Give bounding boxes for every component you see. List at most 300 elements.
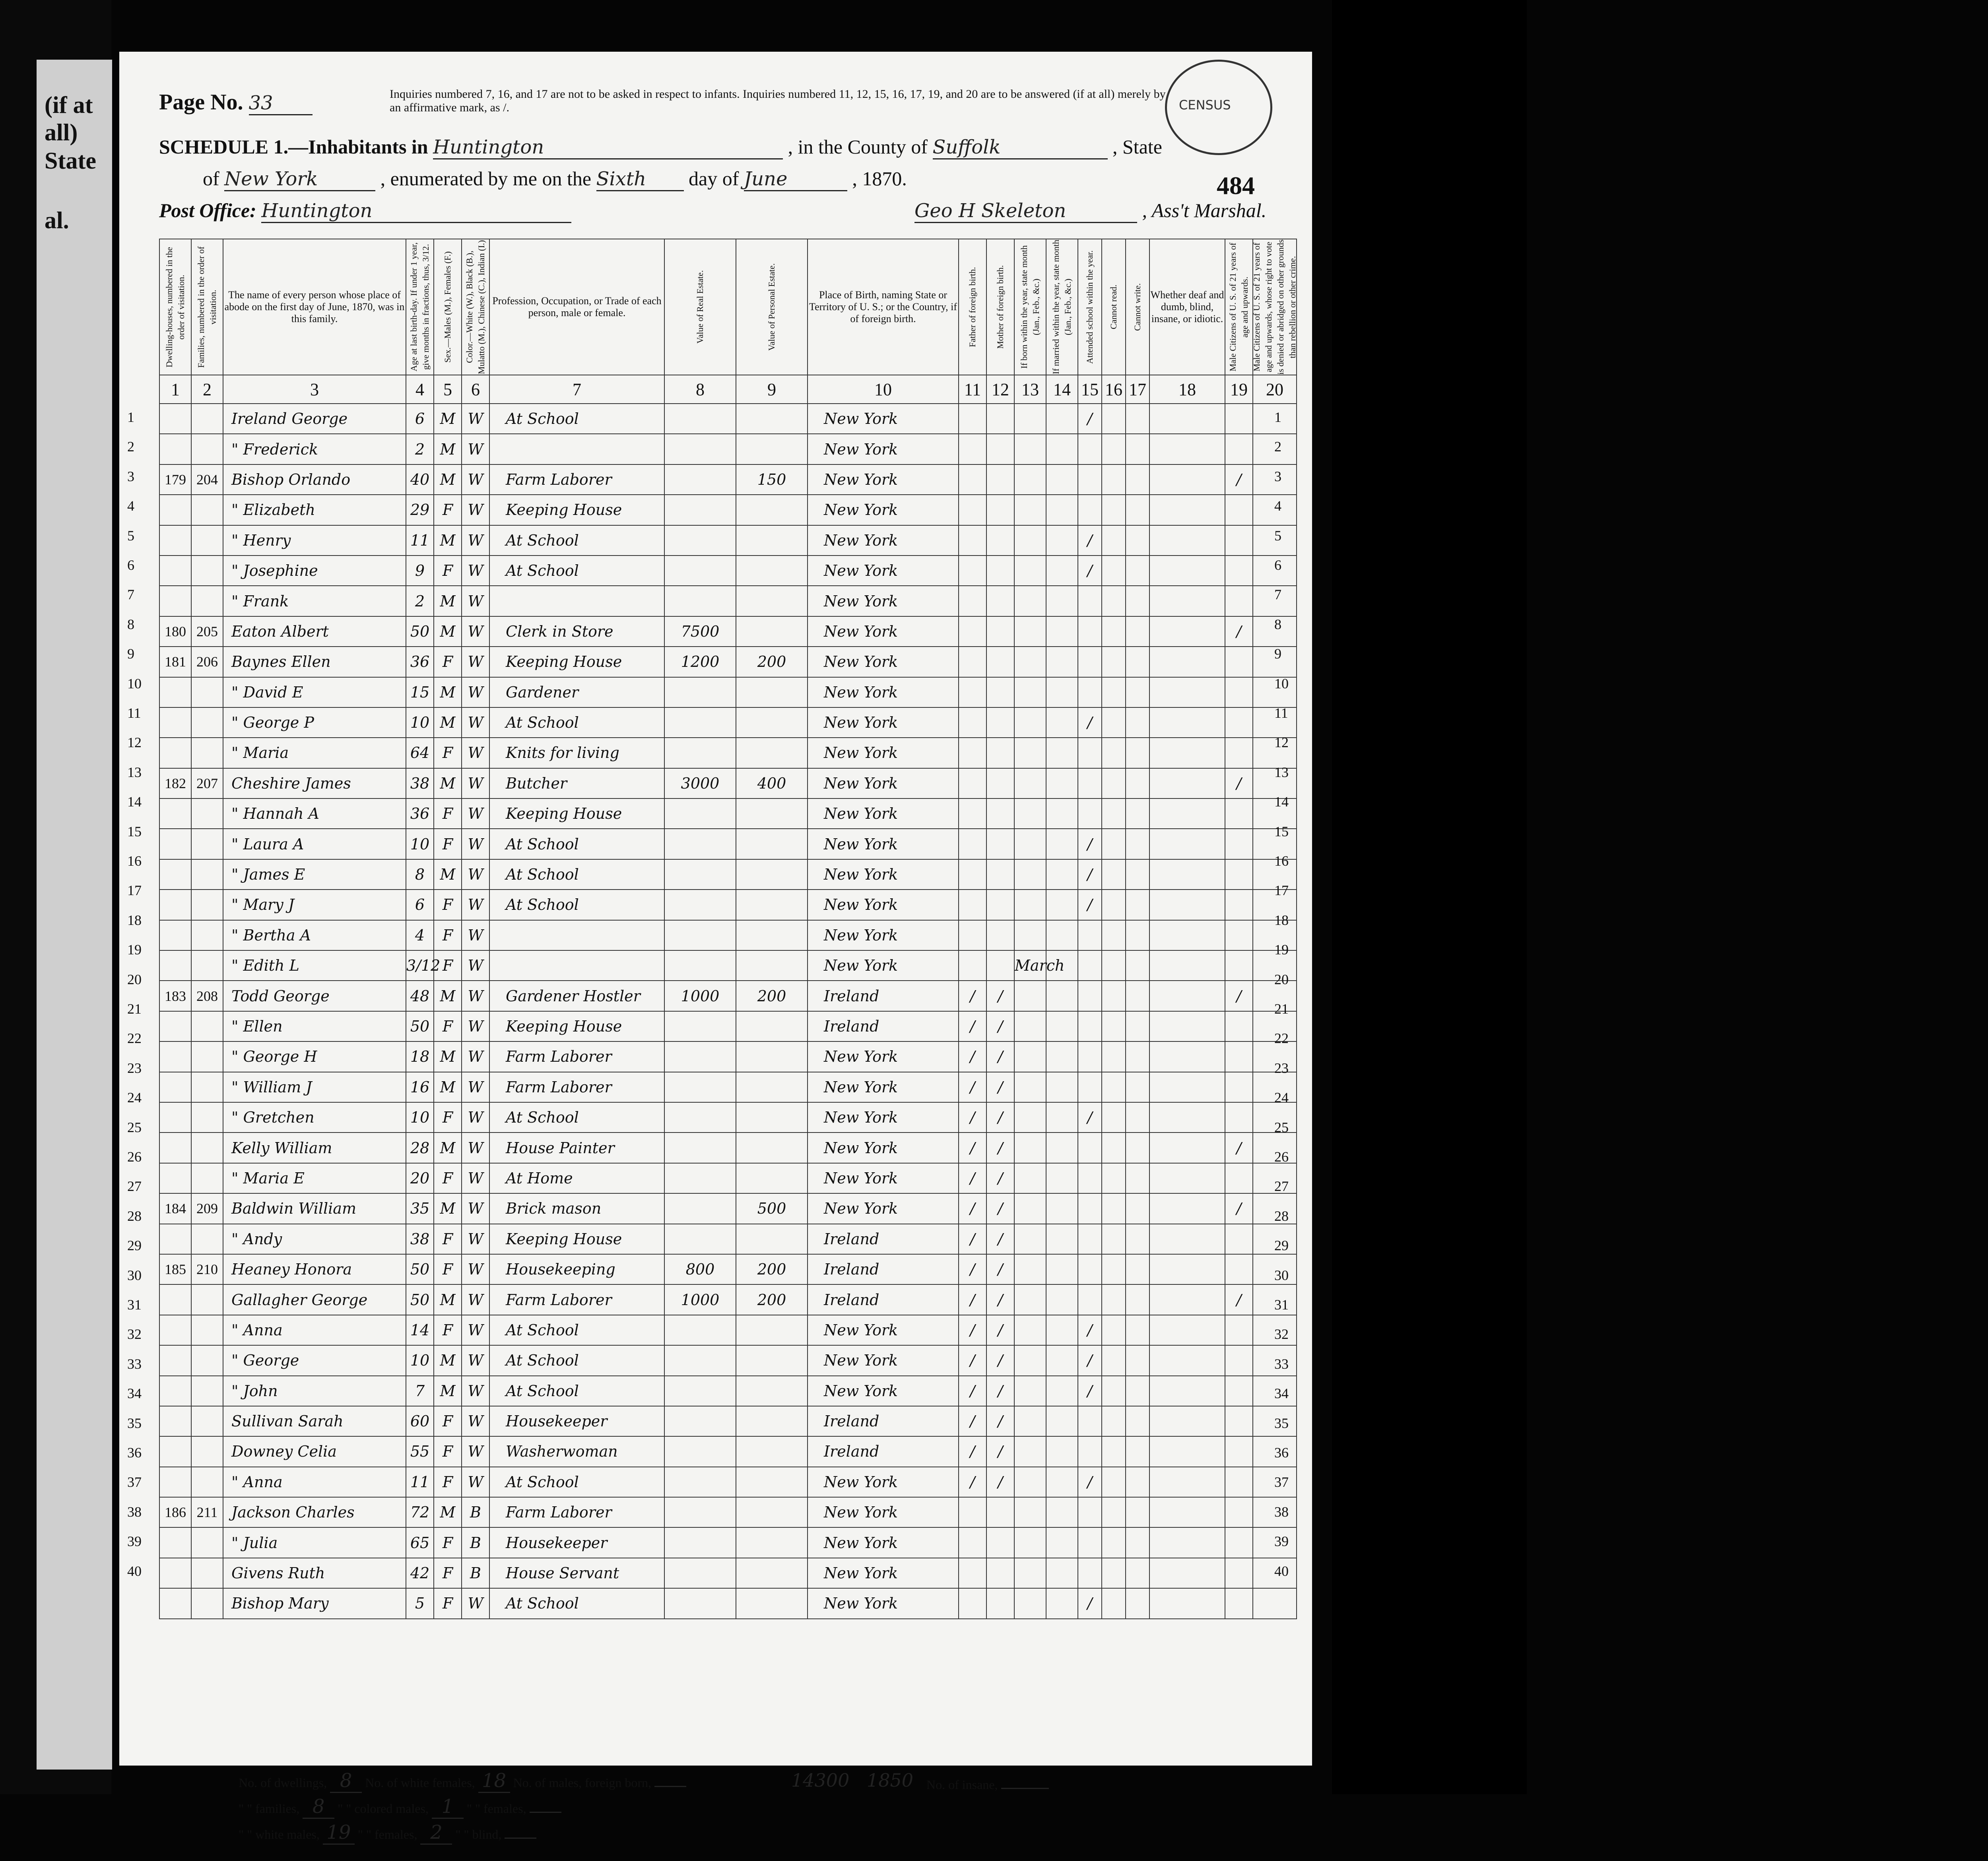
cell-color: W [462, 464, 489, 495]
cell-occupation: At School [489, 707, 664, 738]
cell-school: / [1078, 859, 1102, 890]
cell-name: Bishop Orlando [223, 464, 406, 495]
cell-empty [1149, 1406, 1225, 1436]
table-row [159, 464, 1297, 495]
cell-married-month [1046, 1163, 1078, 1193]
cell-empty [1149, 556, 1225, 586]
cell-name: " Mary J [223, 890, 406, 920]
cell-m-foreign: / [986, 1467, 1014, 1497]
line-number: 18 [127, 912, 142, 928]
cell-f-foreign: / [959, 1406, 986, 1436]
cell-school [1078, 1193, 1102, 1224]
cell-occupation: At School [489, 829, 664, 859]
column-number-15: 15 [1078, 375, 1102, 404]
cell-name: Baldwin William [223, 1193, 406, 1224]
cell-m-foreign: / [986, 1345, 1014, 1375]
line-number: 4 [1274, 498, 1281, 514]
cell-personal [736, 1558, 808, 1588]
cell-m-foreign: / [986, 1224, 1014, 1254]
line-number: 14 [1274, 794, 1289, 810]
cell-empty [1126, 738, 1149, 768]
cell-c19 [1225, 1345, 1253, 1375]
cell-born-month [1014, 616, 1046, 647]
cell-real [664, 1163, 736, 1193]
cell-personal [736, 1102, 808, 1133]
cell-real [664, 738, 736, 768]
cell-empty [1126, 1558, 1149, 1588]
cell-real: 3000 [664, 768, 736, 798]
cell-occupation: Keeping House [489, 798, 664, 829]
column-header-18: Whether deaf and dumb, blind, insane, or idiotic. [1149, 239, 1225, 375]
cell-dwelling [159, 1376, 191, 1406]
cell-dwelling [159, 859, 191, 890]
cell-age: 10 [406, 707, 434, 738]
cell-sex: M [434, 768, 462, 798]
cell-age: 64 [406, 738, 434, 768]
column-number-16: 16 [1102, 375, 1126, 404]
cell-empty [1149, 1041, 1225, 1072]
cell-empty [1149, 890, 1225, 920]
cell-empty [1149, 829, 1225, 859]
cell-f-foreign [959, 1558, 986, 1588]
cell-real [664, 1193, 736, 1224]
cell-married-month [1046, 1345, 1078, 1375]
colored-males-label: " " colored males, [338, 1801, 429, 1816]
cell-m-foreign [986, 798, 1014, 829]
cell-empty [1126, 586, 1149, 616]
cell-empty [1102, 1072, 1126, 1102]
cell-sex: M [434, 1193, 462, 1224]
line-number: 22 [1274, 1030, 1289, 1047]
cell-birthplace: New York [808, 556, 959, 586]
cell-empty [1102, 1163, 1126, 1193]
cell-m-foreign: / [986, 1315, 1014, 1345]
cell-born-month [1014, 738, 1046, 768]
cell-personal [736, 1163, 808, 1193]
cell-sex: F [434, 1436, 462, 1467]
cell-color: W [462, 434, 489, 464]
cell-real [664, 1102, 736, 1133]
line-number: 31 [1274, 1297, 1289, 1313]
cell-real [664, 434, 736, 464]
cell-born-month [1014, 647, 1046, 677]
line-number: 39 [1274, 1533, 1289, 1550]
cell-occupation: Farm Laborer [489, 1497, 664, 1527]
line-number: 12 [127, 734, 142, 751]
county-value: Suffolk [933, 136, 1108, 159]
cell-empty [1126, 1345, 1149, 1375]
cell-empty [1149, 1072, 1225, 1102]
cell-school: / [1078, 1102, 1102, 1133]
cell-m-foreign: / [986, 981, 1014, 1011]
cell-f-foreign: / [959, 1254, 986, 1284]
cell-birthplace: New York [808, 647, 959, 677]
cell-birthplace: New York [808, 1133, 959, 1163]
cell-family [191, 1467, 223, 1497]
cell-school [1078, 434, 1102, 464]
table-row [159, 1193, 1297, 1224]
column-header-14: If married within the year, state month (Jan., Feb., &c.) [1046, 239, 1078, 375]
table-row [159, 1102, 1297, 1133]
cell-born-month [1014, 1406, 1046, 1436]
cell-f-foreign [959, 586, 986, 616]
cell-occupation: Keeping House [489, 495, 664, 525]
cell-personal: 200 [736, 647, 808, 677]
cell-school [1078, 768, 1102, 798]
cell-dwelling [159, 798, 191, 829]
cell-sex: F [434, 495, 462, 525]
column-header-9: Value of Personal Estate. [736, 239, 808, 375]
cell-c19 [1225, 495, 1253, 525]
cell-born-month [1014, 1315, 1046, 1345]
cell-f-foreign [959, 647, 986, 677]
column-number-13: 13 [1014, 375, 1046, 404]
cell-real [664, 1467, 736, 1497]
line-number: 34 [1274, 1385, 1289, 1402]
cell-f-foreign: / [959, 1193, 986, 1224]
cell-occupation: Housekeeper [489, 1406, 664, 1436]
line-number: 38 [1274, 1504, 1289, 1520]
cell-occupation: At School [489, 556, 664, 586]
cell-c19 [1225, 829, 1253, 859]
table-row [159, 677, 1297, 707]
line-number: 7 [127, 587, 134, 603]
column-header-6: Color.—White (W.), Black (B.), Mulatto (M.), Chinese (C.), Indian (I.) [462, 239, 489, 375]
cell-sex: M [434, 434, 462, 464]
cell-personal [736, 1376, 808, 1406]
cell-born-month [1014, 1011, 1046, 1041]
cell-school [1078, 616, 1102, 647]
cell-f-foreign: / [959, 1315, 986, 1345]
cell-family [191, 1284, 223, 1315]
cell-personal [736, 829, 808, 859]
cell-m-foreign [986, 434, 1014, 464]
line-number: 27 [127, 1178, 142, 1195]
cell-dwelling [159, 1558, 191, 1588]
cell-empty [1149, 1224, 1225, 1254]
cell-color: W [462, 677, 489, 707]
cell-married-month [1046, 495, 1078, 525]
line-number: 21 [1274, 1001, 1289, 1017]
cell-dwelling [159, 1041, 191, 1072]
line-number: 32 [1274, 1326, 1289, 1342]
cell-empty [1126, 1588, 1149, 1618]
cell-c19 [1225, 586, 1253, 616]
census-table [159, 239, 1297, 1619]
cell-birthplace: New York [808, 464, 959, 495]
line-number: 6 [127, 557, 134, 573]
cell-name: " Maria [223, 738, 406, 768]
cell-c19 [1225, 1224, 1253, 1254]
cell-name: " William J [223, 1072, 406, 1102]
cell-empty [1149, 738, 1225, 768]
cell-real [664, 1527, 736, 1558]
cell-age: 42 [406, 1558, 434, 1588]
cell-name: " Josephine [223, 556, 406, 586]
day-of-label: day of [689, 167, 739, 190]
cell-sex: M [434, 1284, 462, 1315]
cell-color: W [462, 616, 489, 647]
column-number-19: 19 [1225, 375, 1253, 404]
cell-name: " James E [223, 859, 406, 890]
cell-empty [1102, 495, 1126, 525]
cell-empty [1126, 950, 1149, 981]
column-number-5: 5 [434, 375, 462, 404]
cell-family [191, 1102, 223, 1133]
table-row [159, 434, 1297, 464]
cell-f-foreign [959, 950, 986, 981]
line-number: 9 [127, 646, 134, 662]
cell-personal [736, 404, 808, 434]
cell-c19 [1225, 677, 1253, 707]
cell-real [664, 1376, 736, 1406]
cell-personal [736, 859, 808, 890]
cell-born-month [1014, 859, 1046, 890]
line-number: 31 [127, 1297, 142, 1313]
table-row [159, 829, 1297, 859]
cell-empty [1102, 1133, 1126, 1163]
families-value: 8 [303, 1795, 334, 1819]
cell-f-foreign: / [959, 1011, 986, 1041]
column-number-7: 7 [489, 375, 664, 404]
cell-f-foreign: / [959, 1102, 986, 1133]
cell-name: Kelly William [223, 1133, 406, 1163]
column-header-8: Value of Real Estate. [664, 239, 736, 375]
cell-birthplace: Ireland [808, 1011, 959, 1041]
cell-f-foreign: / [959, 1163, 986, 1193]
cell-empty [1102, 1588, 1126, 1618]
cell-birthplace: New York [808, 768, 959, 798]
cell-born-month [1014, 1163, 1046, 1193]
cell-married-month [1046, 798, 1078, 829]
cell-school [1078, 1072, 1102, 1102]
cell-sex: M [434, 677, 462, 707]
cell-family: 208 [191, 981, 223, 1011]
cell-m-foreign [986, 707, 1014, 738]
cell-age: 20 [406, 1163, 434, 1193]
cell-empty [1102, 768, 1126, 798]
cell-dwelling: 186 [159, 1497, 191, 1527]
cell-f-foreign: / [959, 1376, 986, 1406]
line-number: 6 [1274, 557, 1281, 573]
white-females-value: 18 [478, 1770, 510, 1793]
cell-age: 18 [406, 1041, 434, 1072]
cell-birthplace: New York [808, 1497, 959, 1527]
cell-color: W [462, 950, 489, 981]
cell-married-month [1046, 1406, 1078, 1436]
column-header-20: Male Citizens of U. S. of 21 years of age and upwards, whose right to vote is denied or abridged on other grounds than rebellion or other crime. [1252, 239, 1297, 375]
cell-color: W [462, 981, 489, 1011]
cell-dwelling [159, 1133, 191, 1163]
line-number: 15 [127, 823, 142, 839]
column-number-8: 8 [664, 375, 736, 404]
total-real-estate: 14300 [791, 1770, 850, 1791]
cell-occupation: Housekeeping [489, 1254, 664, 1284]
line-number: 14 [127, 794, 142, 810]
table-row [159, 1041, 1297, 1072]
cell-c19 [1225, 1315, 1253, 1345]
column-header-12: Mother of foreign birth. [986, 239, 1014, 375]
cell-empty [1102, 404, 1126, 434]
line-number: 40 [127, 1563, 142, 1579]
cell-empty [1126, 1254, 1149, 1284]
cell-empty [1149, 616, 1225, 647]
cell-m-foreign [986, 1527, 1014, 1558]
cell-empty [1126, 1467, 1149, 1497]
cell-empty [1149, 495, 1225, 525]
cell-family [191, 798, 223, 829]
state-value: New York [224, 168, 375, 191]
cell-dwelling [159, 890, 191, 920]
cell-m-foreign: / [986, 1133, 1014, 1163]
table-row [159, 1527, 1297, 1558]
cell-birthplace: New York [808, 1315, 959, 1345]
cell-empty [1149, 707, 1225, 738]
cell-real [664, 1315, 736, 1345]
cell-empty [1149, 950, 1225, 981]
cell-color: W [462, 707, 489, 738]
cell-real [664, 1558, 736, 1588]
cell-family [191, 1163, 223, 1193]
cell-born-month [1014, 1284, 1046, 1315]
cell-f-foreign [959, 1527, 986, 1558]
cell-occupation: Farm Laborer [489, 464, 664, 495]
cell-school [1078, 950, 1102, 981]
cell-family [191, 525, 223, 556]
cell-birthplace: New York [808, 890, 959, 920]
column-header-17: Cannot write. [1126, 239, 1149, 375]
enumeration-line [203, 167, 907, 191]
line-number: 36 [1274, 1445, 1289, 1461]
cell-empty [1126, 829, 1149, 859]
cell-f-foreign [959, 920, 986, 950]
cell-m-foreign [986, 738, 1014, 768]
cell-m-foreign [986, 1558, 1014, 1588]
cell-family [191, 707, 223, 738]
cell-f-foreign [959, 890, 986, 920]
cell-empty [1126, 768, 1149, 798]
prev-page-fragment: State [45, 148, 96, 174]
cell-empty [1102, 1011, 1126, 1041]
cell-married-month [1046, 1436, 1078, 1467]
summary-line-1 [239, 1770, 686, 1793]
cell-personal: 500 [736, 1193, 808, 1224]
cell-name: " Gretchen [223, 1102, 406, 1133]
cell-married-month [1046, 1133, 1078, 1163]
cell-color: W [462, 1011, 489, 1041]
line-number: 15 [1274, 823, 1289, 839]
table-row [159, 1467, 1297, 1497]
cell-empty [1102, 950, 1126, 981]
cell-real [664, 404, 736, 434]
cell-empty [1149, 1497, 1225, 1527]
cell-school: / [1078, 707, 1102, 738]
cell-occupation: At School [489, 890, 664, 920]
cell-married-month [1046, 1284, 1078, 1315]
cell-empty [1102, 434, 1126, 464]
line-number: 24 [1274, 1090, 1289, 1106]
line-number: 20 [1274, 971, 1289, 987]
cell-empty [1102, 1315, 1126, 1345]
cell-empty [1102, 1224, 1126, 1254]
cell-married-month [1046, 1467, 1078, 1497]
cell-married-month [1046, 738, 1078, 768]
cell-age: 50 [406, 616, 434, 647]
cell-occupation: Brick mason [489, 1193, 664, 1224]
table-row [159, 920, 1297, 950]
cell-married-month [1046, 981, 1078, 1011]
marshal-line [914, 199, 1266, 223]
cell-married-month [1046, 890, 1078, 920]
cell-sex: F [434, 890, 462, 920]
cell-family [191, 1345, 223, 1375]
cell-married-month [1046, 1497, 1078, 1527]
cell-school: / [1078, 890, 1102, 920]
cell-born-month [1014, 890, 1046, 920]
cell-married-month [1046, 1558, 1078, 1588]
cell-c19 [1225, 798, 1253, 829]
cell-name: " Frederick [223, 434, 406, 464]
cell-empty [1102, 798, 1126, 829]
cell-married-month [1046, 1527, 1078, 1558]
cell-personal: 400 [736, 768, 808, 798]
cell-school [1078, 1436, 1102, 1467]
cell-occupation: Washerwoman [489, 1436, 664, 1467]
cell-name: " Henry [223, 525, 406, 556]
line-number: 9 [1274, 646, 1281, 662]
cell-sex: M [434, 464, 462, 495]
column-header-2: Families, numbered in the order of visitation. [191, 239, 223, 375]
cell-birthplace: New York [808, 1588, 959, 1618]
cell-school: / [1078, 1345, 1102, 1375]
cell-age: 40 [406, 464, 434, 495]
cell-name: " George [223, 1345, 406, 1375]
cell-dwelling [159, 1224, 191, 1254]
cell-married-month [1046, 434, 1078, 464]
cell-real: 7500 [664, 616, 736, 647]
table-row [159, 859, 1297, 890]
cell-m-foreign: / [986, 1163, 1014, 1193]
cell-m-foreign: / [986, 1102, 1014, 1133]
table-row [159, 1133, 1297, 1163]
cell-school [1078, 495, 1102, 525]
cell-occupation: Clerk in Store [489, 616, 664, 647]
cell-dwelling [159, 920, 191, 950]
colored-females-value: 2 [420, 1821, 452, 1845]
table-row [159, 647, 1297, 677]
cell-color: W [462, 1436, 489, 1467]
cell-empty [1149, 647, 1225, 677]
cell-empty [1102, 1193, 1126, 1224]
cell-m-foreign: / [986, 1376, 1014, 1406]
cell-dwelling [159, 434, 191, 464]
cell-born-month [1014, 495, 1046, 525]
cell-born-month [1014, 525, 1046, 556]
cell-school [1078, 1041, 1102, 1072]
line-number: 23 [1274, 1060, 1289, 1076]
cell-real [664, 1588, 736, 1618]
line-number: 40 [1274, 1563, 1289, 1579]
cell-occupation: At School [489, 525, 664, 556]
cell-sex: M [434, 586, 462, 616]
cell-school: / [1078, 1376, 1102, 1406]
cell-born-month [1014, 1588, 1046, 1618]
cell-age: 10 [406, 1345, 434, 1375]
cell-age: 7 [406, 1376, 434, 1406]
cell-school: / [1078, 404, 1102, 434]
cell-born-month [1014, 981, 1046, 1011]
cell-real [664, 1436, 736, 1467]
